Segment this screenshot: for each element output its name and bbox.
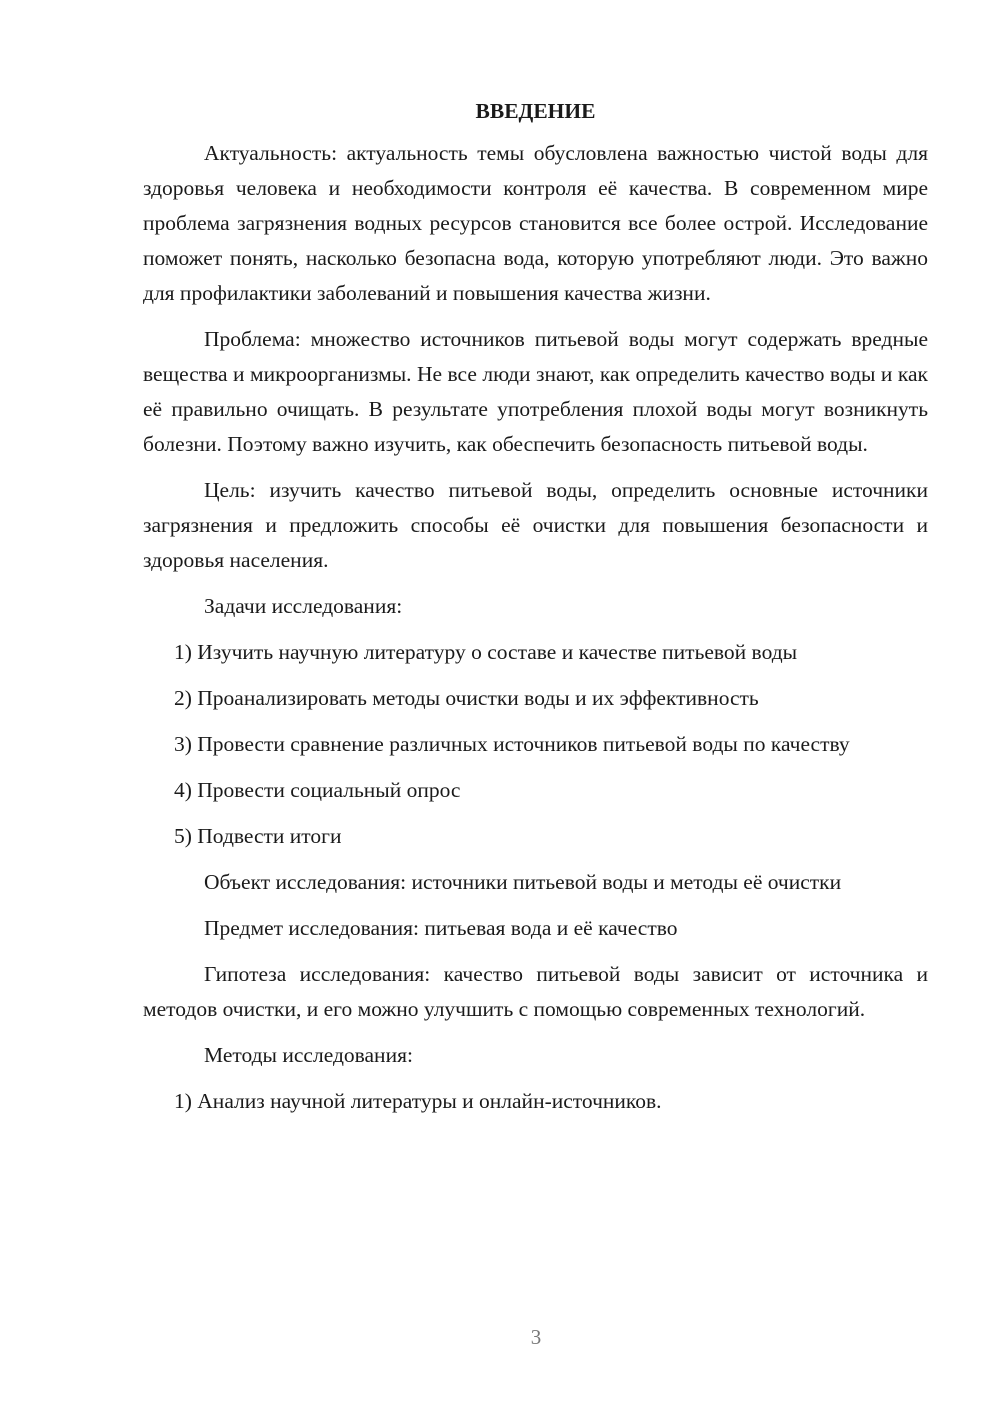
page-number: 3 [530,1325,542,1349]
document-page [143,94,928,1130]
hypothesis-paragraph: Гипотеза исследования: качество питьевой воды зависит от источника и методов очистки, и его можно улучшить с помощью современных технологий. [143,962,928,1021]
subject-paragraph: Предмет исследования: питьевая вода и её качество [204,916,678,940]
object-paragraph: Объект исследования: источники питьевой воды и методы её очистки [204,870,842,894]
task-item-5: 5) Подвести итоги [174,824,342,848]
task-item-1: 1) Изучить научную литературу о составе и качестве питьевой воды [174,640,798,664]
methods-heading: Методы исследования: [204,1043,413,1067]
section-title: ВВЕДЕНИЕ [475,99,596,123]
goal-paragraph: Цель: изучить качество питьевой воды, определить основные источники загрязнения и предложить способы её очистки для повышения безопасности и здоровья населения. [143,478,928,572]
task-item-3: 3) Провести сравнение различных источников питьевой воды по качеству [174,732,850,756]
problem-paragraph: Проблема: множество источников питьевой воды могут содержать вредные вещества и микроорганизмы. Не все люди знают, как определить качество воды и как её правильно очищать. В результате употребления плохой воды могут возникнуть болезни. Поэтому важно изучить, как обеспечить безопасность питьевой воды. [143,327,928,456]
relevance-paragraph: Актуальность: актуальность темы обусловлена важностью чистой воды для здоровья человека и необходимости контроля её качества. В современном мире проблема загрязнения водных ресурсов становится все более острой. Исследование поможет понять, насколько безопасна вода, которую употребляют люди. Это важно для профилактики заболеваний и повышения качества жизни. [143,141,928,305]
method-item-1: 1) Анализ научной литературы и онлайн-источников. [174,1089,662,1113]
task-item-2: 2) Проанализировать методы очистки воды и их эффективность [174,686,759,710]
task-item-4: 4) Провести социальный опрос [174,778,461,802]
tasks-heading: Задачи исследования: [204,594,403,618]
